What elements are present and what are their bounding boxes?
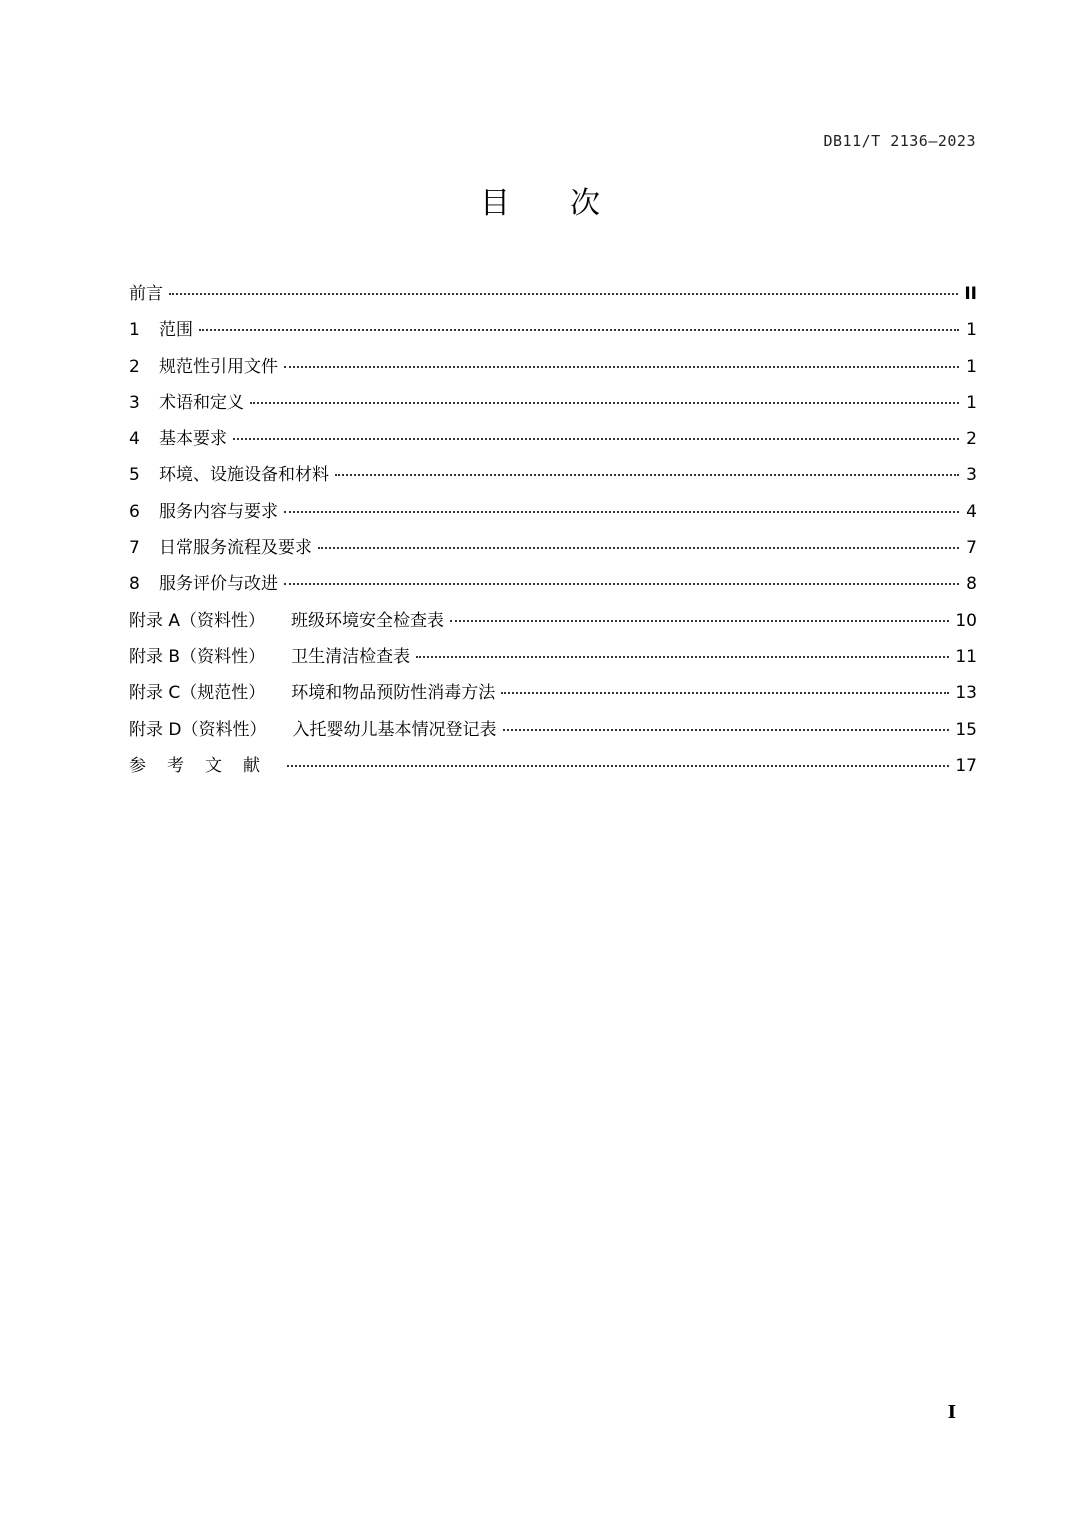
toc-entry-label: 规范性引用文件 xyxy=(159,356,278,377)
toc-entry-3[interactable] xyxy=(129,385,977,421)
toc-entry-page: 15 xyxy=(955,719,977,740)
dot-leader xyxy=(501,691,949,694)
toc-entry-appendix-b[interactable] xyxy=(129,639,977,675)
dot-leader xyxy=(287,764,949,767)
toc-entry-label: 卫生清洁检查表 xyxy=(291,646,411,667)
toc-entry-label: 范围 xyxy=(159,320,193,341)
dot-leader xyxy=(169,292,958,295)
toc-entry-page: 1 xyxy=(966,392,977,413)
document-code: DB11/T 2136—2023 xyxy=(823,132,976,150)
toc-entry-number: 3 xyxy=(129,392,140,413)
toc-entry-references[interactable] xyxy=(129,748,977,784)
toc-entry-label: 基本要求 xyxy=(159,429,227,450)
toc-entry-foreword[interactable] xyxy=(129,276,977,312)
dot-leader xyxy=(284,510,959,513)
toc-entry-5[interactable] xyxy=(129,457,977,493)
dot-leader xyxy=(450,619,949,622)
toc-entry-appendix-prefix: 附录 A（资料性） xyxy=(129,610,266,631)
toc-entry-appendix-c[interactable] xyxy=(129,675,977,711)
page-title: 目 次 xyxy=(480,186,600,221)
toc-entry-label: 入托婴幼儿基本情况登记表 xyxy=(292,719,497,740)
toc-entry-number: 8 xyxy=(129,574,140,595)
toc-entry-page: II xyxy=(964,284,977,304)
toc-entry-appendix-d[interactable] xyxy=(129,712,977,748)
dot-leader xyxy=(199,328,959,331)
toc-entry-1[interactable] xyxy=(129,312,977,348)
toc-entry-number: 2 xyxy=(129,356,140,377)
toc-entry-label: 环境和物品预防性消毒方法 xyxy=(291,683,496,704)
dot-leader xyxy=(284,582,959,585)
toc-entry-page: 11 xyxy=(955,646,977,667)
toc-entry-page: 13 xyxy=(955,683,977,704)
dot-leader xyxy=(284,365,959,368)
toc-entry-appendix-prefix: 附录 D（资料性） xyxy=(129,719,267,740)
toc-entry-label: 环境、设施设备和材料 xyxy=(159,465,329,486)
toc-entry-label: 服务评价与改进 xyxy=(159,574,278,595)
toc-entry-label: 前言 xyxy=(129,284,163,304)
toc-entry-number: 4 xyxy=(129,429,140,450)
toc-entry-page: 10 xyxy=(955,610,977,631)
toc-entry-4[interactable] xyxy=(129,421,977,457)
toc-entry-page: 2 xyxy=(966,429,977,450)
toc-entry-label: 班级环境安全检查表 xyxy=(291,610,445,631)
dot-leader xyxy=(335,473,959,476)
dot-leader xyxy=(318,546,959,549)
toc-entry-6[interactable] xyxy=(129,494,977,530)
toc-entry-page: 17 xyxy=(955,755,977,776)
toc-entry-2[interactable] xyxy=(129,349,977,385)
toc-entry-appendix-prefix: 附录 C（规范性） xyxy=(129,683,266,704)
toc-entry-label: 服务内容与要求 xyxy=(159,501,278,522)
toc-entry-page: 4 xyxy=(966,501,977,522)
toc-entry-page: 1 xyxy=(966,320,977,341)
toc-entry-number: 1 xyxy=(129,320,140,341)
toc-entry-page: 8 xyxy=(966,574,977,595)
toc-entry-page: 7 xyxy=(966,538,977,559)
dot-leader xyxy=(233,437,959,440)
toc-entry-number: 7 xyxy=(129,538,140,559)
toc-entry-number: 6 xyxy=(129,501,140,522)
table-of-contents xyxy=(129,276,977,784)
toc-entry-label: 日常服务流程及要求 xyxy=(159,538,312,559)
dot-leader xyxy=(416,655,949,658)
dot-leader xyxy=(250,401,959,404)
toc-entry-7[interactable] xyxy=(129,530,977,566)
page-number: I xyxy=(947,1402,956,1423)
toc-entry-number: 5 xyxy=(129,465,140,486)
toc-entry-page: 1 xyxy=(966,356,977,377)
toc-entry-8[interactable] xyxy=(129,566,977,602)
toc-entry-appendix-prefix: 附录 B（资料性） xyxy=(129,646,266,667)
dot-leader xyxy=(503,728,950,731)
toc-entry-label: 术语和定义 xyxy=(159,392,244,413)
toc-entry-page: 3 xyxy=(966,465,977,486)
toc-entry-appendix-a[interactable] xyxy=(129,603,977,639)
toc-entry-label: 参考文献 xyxy=(129,755,281,776)
